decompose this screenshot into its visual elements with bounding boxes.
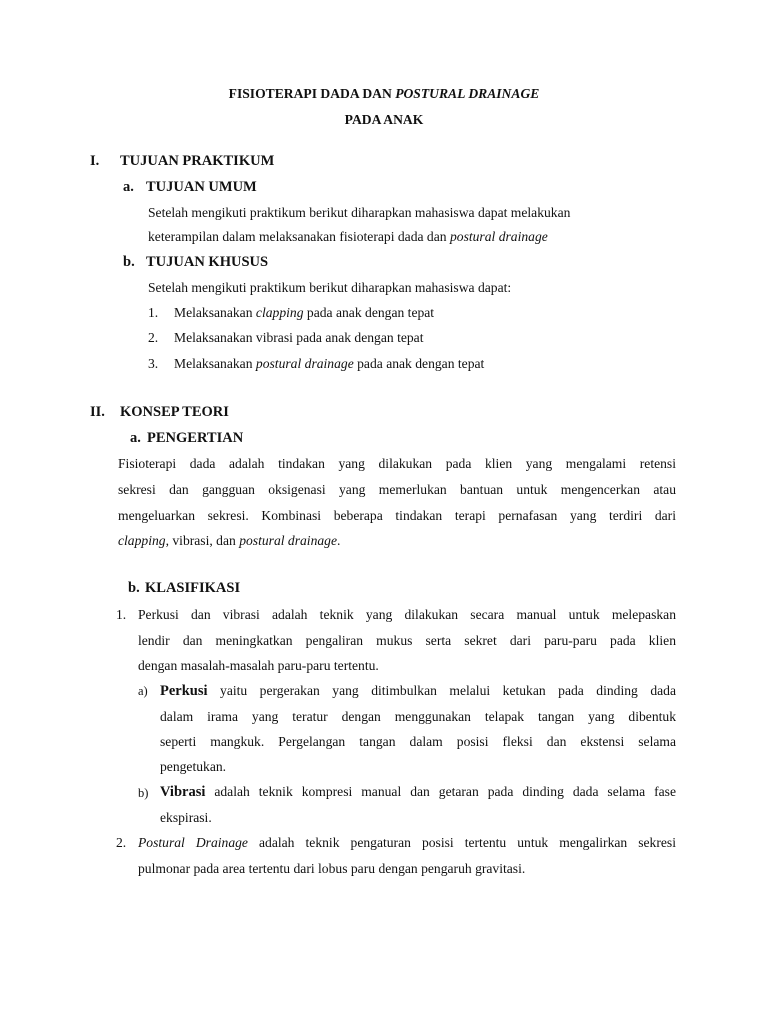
paragraph-line: pulmonar pada area tertentu dari lobus paru dengan pengaruh gravitasi. (138, 861, 526, 876)
paragraph-line: Perkusi yaitu pergerakan yang ditimbulkan melalui ketukan pada dinding dada (160, 683, 676, 699)
paragraph-line: sekresi dan gangguan oksigenasi yang memerlukan bantuan untuk mengencerkan atau (118, 482, 676, 497)
paragraph-line: clapping, vibrasi, dan postural drainage. (118, 533, 341, 548)
list-item: Melaksanakan postural drainage pada anak dengan tepat (174, 356, 485, 371)
paragraph-line: dengan masalah-masalah paru-paru tertentu. (138, 658, 379, 673)
paragraph-line: lendir dan meningkatkan pengaliran mukus serta sekret dari paru-paru pada klien (138, 633, 676, 648)
list-item-number: 3. (148, 356, 159, 371)
paragraph-line: Fisioterapi dada adalah tindakan yang dilakukan pada klien yang mengalami retensi (118, 456, 676, 471)
section-numeral: II. (90, 404, 105, 420)
list-item-number: 2. (116, 835, 127, 850)
list-item-number: 2. (148, 330, 159, 345)
list-item: Melaksanakan vibrasi pada anak dengan tepat (174, 330, 424, 345)
paragraph-line: mengeluarkan sekresi. Kombinasi beberapa tindakan terapi pernafasan yang terdiri dari (118, 508, 676, 523)
subsection-marker: b. (128, 580, 140, 596)
section-numeral: I. (90, 153, 100, 169)
paragraph-line: Setelah mengikuti praktikum berikut diharapkan mahasiswa dapat: (148, 280, 512, 295)
subsection-marker: b. (123, 254, 135, 270)
paragraph-line: Vibrasi adalah teknik kompresi manual dan getaran pada dinding dada selama fase (160, 784, 676, 800)
title-text: FISIOTERAPI DADA DAN (228, 86, 396, 101)
list-item: Melaksanakan clapping pada anak dengan tepat (174, 305, 435, 320)
paragraph-line: ekspirasi. (160, 810, 212, 825)
subsection-heading: KLASIFIKASI (145, 580, 241, 596)
paragraph-line: keterampilan dalam melaksanakan fisioterapi dada dan postural drainage (148, 229, 548, 244)
document-title-line2: PADA ANAK (344, 112, 424, 127)
section-heading: TUJUAN PRAKTIKUM (120, 153, 275, 169)
paragraph-line: Setelah mengikuti praktikum berikut diharapkan mahasiswa dapat melakukan (148, 205, 571, 220)
sub-item-marker: b) (138, 786, 149, 800)
paragraph-line: Postural Drainage adalah teknik pengaturan posisi tertentu untuk mengalirkan sekresi (138, 835, 676, 850)
section-heading: KONSEP TEORI (120, 404, 229, 420)
subsection-marker: a. (123, 179, 134, 195)
paragraph-line: Perkusi dan vibrasi adalah teknik yang dilakukan secara manual untuk melepaskan (138, 607, 676, 622)
paragraph-line: pengetukan. (160, 759, 227, 774)
list-item-number: 1. (116, 607, 127, 622)
subsection-marker: a. (130, 430, 141, 446)
list-item-number: 1. (148, 305, 159, 320)
subsection-heading: TUJUAN UMUM (146, 179, 257, 195)
title-italic-text: POSTURAL DRAINAGE (395, 86, 540, 101)
paragraph-line: dalam irama yang teratur dengan menggunakan telapak tangan yang dibentuk (160, 709, 676, 724)
sub-item-marker: a) (138, 684, 148, 698)
subsection-heading: PENGERTIAN (147, 430, 244, 446)
paragraph-line: seperti mangkuk. Pergelangan tangan dalam posisi fleksi dan ekstensi selama (160, 734, 676, 749)
document-title-line1 (0, 86, 768, 102)
subsection-heading: TUJUAN KHUSUS (146, 254, 269, 270)
